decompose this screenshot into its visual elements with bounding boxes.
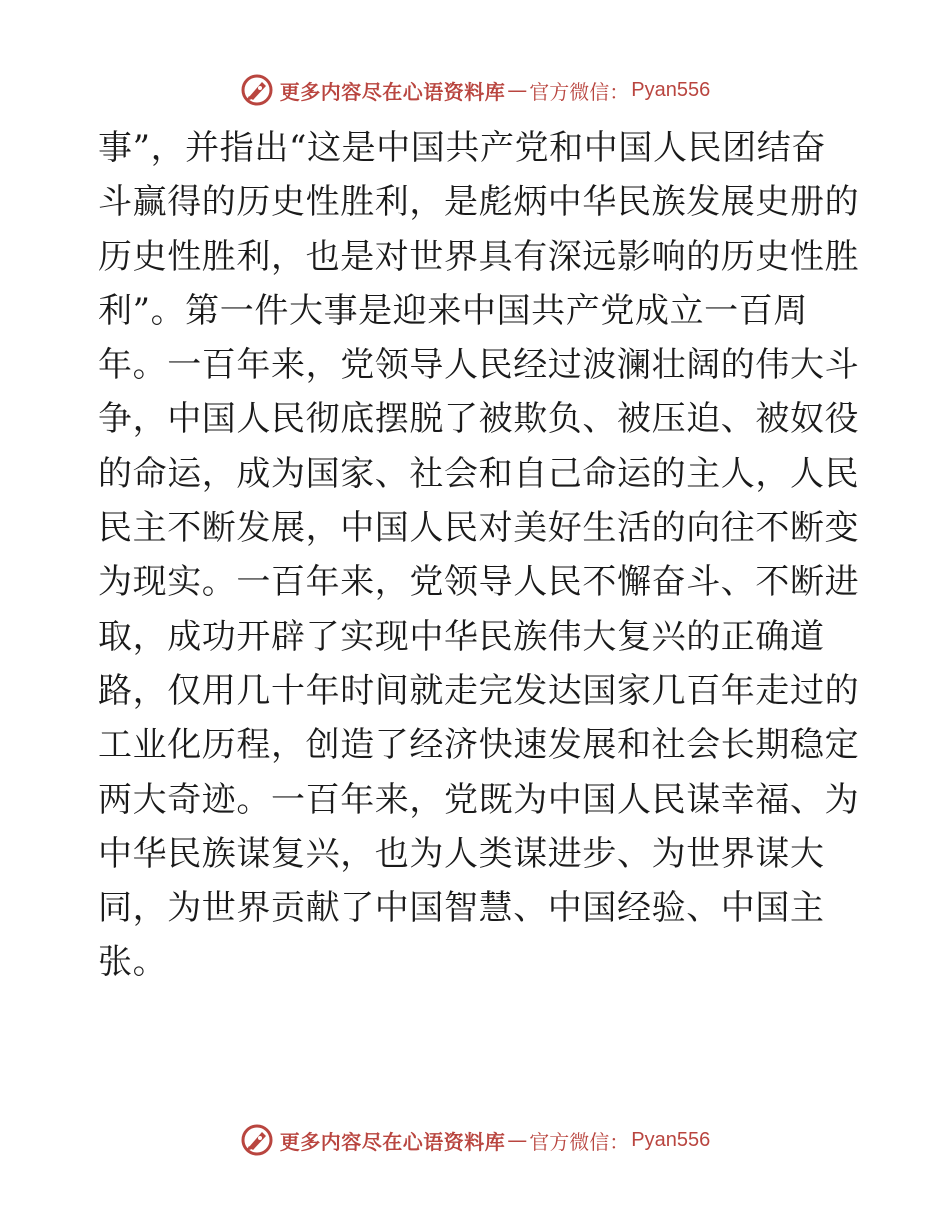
pen-nib-logo-icon (240, 1123, 274, 1157)
body-line: 为现实。一百年来，党领导人民不懈奋斗、不断进 (98, 562, 860, 603)
body-line: 取，成功开辟了实现中华民族伟大复兴的正确道 (98, 616, 825, 657)
body-line: 张。 (98, 942, 168, 983)
footer-banner (0, 1118, 950, 1162)
body-line: 利”。第一件大事是迎来中国共产党成立一百周 (98, 290, 808, 331)
body-line: 中华民族谋复兴，也为人类谋进步、为世界谋大 (98, 833, 825, 874)
footer-wechat-id: Pyan556 (631, 1128, 711, 1151)
footer-wechat-label: 官方微信： (529, 1129, 630, 1154)
body-line: 历史性胜利，也是对世界具有深远影响的历史性胜 (98, 236, 860, 277)
body-line: 年。一百年来，党领导人民经过波澜壮阔的伟大斗 (98, 345, 860, 386)
body-line: 同，为世界贡献了中国智慧、中国经验、中国主 (98, 888, 825, 929)
header-brand-text: 更多内容尽在心语资料库 (279, 79, 506, 104)
footer-separator: — (507, 1128, 528, 1152)
pen-nib-logo-icon (240, 73, 274, 107)
header-wechat-id: Pyan556 (631, 78, 711, 101)
body-line: 争，中国人民彻底摆脱了被欺负、被压迫、被奴役 (98, 399, 860, 440)
document-body (98, 121, 858, 990)
body-line: 事”，并指出“这是中国共产党和中国人民团结奋 (98, 128, 826, 168)
body-line: 民主不断发展，中国人民对美好生活的向往不断变 (98, 508, 860, 549)
footer-brand-text: 更多内容尽在心语资料库 (279, 1129, 506, 1154)
body-line: 斗赢得的历史性胜利，是彪炳中华民族发展史册的 (98, 182, 860, 223)
body-line: 路，仅用几十年时间就走完发达国家几百年走过的 (98, 670, 860, 711)
body-line: 的命运，成为国家、社会和自己命运的主人，人民 (98, 453, 860, 494)
body-line: 工业化历程，创造了经济快速发展和社会长期稳定 (98, 725, 860, 766)
header-wechat-label: 官方微信： (529, 79, 630, 104)
header-banner (0, 68, 950, 112)
body-line: 两大奇迹。一百年来，党既为中国人民谋幸福、为 (98, 779, 860, 820)
header-separator: — (507, 78, 528, 102)
